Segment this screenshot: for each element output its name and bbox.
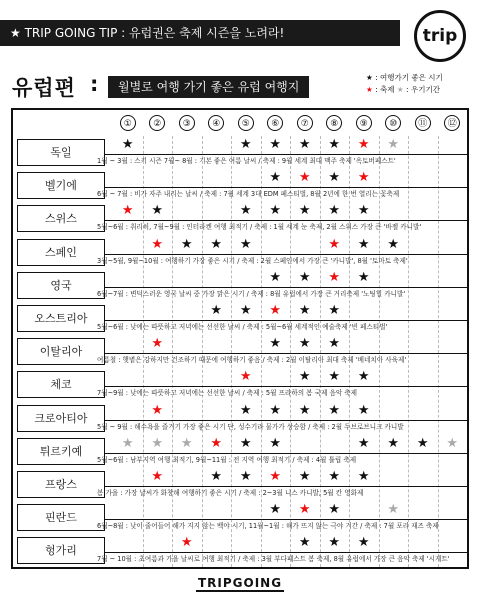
- red-star-icon: ★: [151, 402, 164, 418]
- black-star-icon: ★: [269, 402, 282, 418]
- country-description: 5월~6월 : 남부지역 여행 최적기, 9월~11월 : 전 지역 여행 최적기 / 축제 : 4월 튤립 축제: [97, 455, 357, 464]
- black-star-icon: ★: [387, 435, 400, 451]
- country-name: 프랑스: [17, 471, 105, 498]
- gray-star-icon: ★: [121, 435, 134, 451]
- black-star-icon: ★: [269, 170, 282, 186]
- black-star-icon: ★: [180, 236, 193, 252]
- country-description: 6월~8월 : 낮이 줄어들어 해가 지지 않는 백야 시기, 11월~1월 : 해가 뜨지 않는 극야 기간 / 축제 : 7월 포리 재즈 축제: [97, 522, 439, 531]
- country-description: 5월~6월 : 취리히, 7월~9월 : 인터라켄 여행 최적기 / 축제 : 1월 세계 눈 축제, 2월 스위스 가장 큰 '바젤 카니발': [97, 223, 422, 232]
- country-description: 6월~7월 : 변덕스러운 영국 날씨 중 가장 맑은 시기 / 축제 : 8월 유럽에서 가장 큰 거리축제 '노팅힐 카니발': [97, 289, 406, 298]
- month-stars: [113, 402, 467, 420]
- black-star-icon: ★: [239, 435, 252, 451]
- red-star-icon: ★: [269, 469, 282, 484]
- red-star-icon: ★: [357, 137, 370, 152]
- black-star-icon: ★: [210, 469, 223, 484]
- country-row: [13, 435, 467, 469]
- footer-logo: TRIPGOING: [197, 576, 283, 590]
- red-star-icon: ★: [366, 85, 373, 94]
- country-name: 튀르키예: [17, 438, 105, 465]
- black-star-icon: ★: [366, 73, 373, 82]
- black-star-icon: ★: [298, 369, 311, 385]
- country-description: 7월 ~ 10월 : 초여름과 가을 날씨로 여행 최적기 / 축제 : 3월 부다페스트 봄 축제, 8월 유럽에서 가장 큰 음악 축제 '시게트': [97, 555, 450, 564]
- country-name: 크로아티아: [17, 405, 105, 432]
- legend: [366, 72, 443, 96]
- black-star-icon: ★: [239, 137, 252, 152]
- top-banner: [0, 0, 480, 68]
- month-header-4: ④: [208, 115, 224, 131]
- month-stars: [113, 368, 467, 386]
- trip-logo: [414, 10, 466, 62]
- country-description: 3월~5월, 9월~10월 : 여행하기 가장 좋은 시기 / 축제 : 2월 스페인에서 가장 큰 '카니발', 8월 '토마토 축제': [97, 256, 408, 265]
- black-star-icon: ★: [298, 203, 311, 219]
- black-star-icon: ★: [357, 469, 370, 484]
- black-star-icon: ★: [269, 269, 282, 285]
- gray-star-icon: ★: [387, 137, 400, 152]
- month-header: [113, 113, 467, 137]
- black-star-icon: ★: [269, 502, 282, 518]
- country-row: [13, 501, 467, 535]
- country-description: 5월~6월 : 낮에는 따뜻하고 저녁에는 선선한 날씨 / 축제 : 5월~6월 세계적인 예술축제 '빈 페스티벌': [97, 323, 388, 331]
- month-stars: [113, 202, 467, 220]
- page-subtitle: 월별로 여행 가기 좋은 유럽 여행지: [108, 76, 309, 98]
- country-name: 독일: [17, 139, 105, 166]
- black-star-icon: ★: [328, 535, 341, 551]
- country-description: 7월~9월 : 낮에는 따뜻하고 저녁에는 선선한 날씨 / 축제 : 5월 프라하의 봄 국제 음악 축제: [97, 389, 358, 398]
- black-star-icon: ★: [387, 236, 400, 252]
- country-row: [13, 368, 467, 402]
- country-name: 이탈리아: [17, 338, 105, 365]
- month-stars: [113, 269, 467, 287]
- country-name: 헝가리: [17, 537, 105, 564]
- black-star-icon: ★: [210, 303, 223, 318]
- month-stars: [113, 501, 467, 519]
- month-stars: [113, 236, 467, 254]
- month-header-1: ①: [120, 115, 136, 131]
- black-star-icon: ★: [357, 535, 370, 551]
- country-name: 영국: [17, 272, 105, 299]
- black-star-icon: ★: [298, 137, 311, 152]
- country-row: [13, 136, 467, 170]
- month-header-5: ⑤: [238, 115, 254, 131]
- gray-star-icon: ★: [396, 85, 404, 94]
- country-row: [13, 335, 467, 369]
- gray-star-icon: ★: [180, 435, 193, 451]
- black-star-icon: ★: [328, 369, 341, 385]
- black-star-icon: ★: [328, 203, 341, 219]
- country-name: 벨기에: [17, 172, 105, 199]
- red-star-icon: ★: [239, 369, 252, 385]
- red-star-icon: ★: [151, 236, 164, 252]
- month-stars: [113, 335, 467, 353]
- month-stars: [113, 136, 467, 154]
- black-star-icon: ★: [357, 236, 370, 252]
- legend-item-black: ★ : 여행가기 좋은 시기: [366, 73, 443, 82]
- red-star-icon: ★: [151, 469, 164, 484]
- black-star-icon: ★: [239, 402, 252, 418]
- page-title: 유럽편: [12, 76, 76, 100]
- month-header-12: ⑫: [444, 115, 460, 131]
- country-row: [13, 402, 467, 436]
- black-star-icon: ★: [151, 203, 164, 219]
- month-stars: [113, 169, 467, 187]
- black-star-icon: ★: [328, 170, 341, 186]
- black-star-icon: ★: [298, 269, 311, 285]
- black-star-icon: ★: [269, 137, 282, 152]
- black-star-icon: ★: [298, 402, 311, 418]
- black-star-icon: ★: [121, 137, 134, 152]
- black-star-icon: ★: [239, 469, 252, 484]
- country-description: 봄·가을 : 가장 날씨가 화창해 여행하기 좋은 시기 / 축제 : 2~3월 니스 카니발, 5월 칸 영화제: [97, 489, 364, 497]
- red-star-icon: ★: [121, 203, 134, 219]
- black-star-icon: ★: [328, 336, 341, 352]
- tip-banner: ★ TRIP GOING TIP : 유럽권은 축제 시즌을 노려라!: [0, 20, 400, 46]
- country-row: [13, 534, 467, 568]
- red-star-icon: ★: [298, 502, 311, 518]
- black-star-icon: ★: [298, 469, 311, 484]
- red-star-icon: ★: [210, 435, 223, 451]
- month-stars: [113, 435, 467, 453]
- country-row: [13, 169, 467, 203]
- black-star-icon: ★: [269, 435, 282, 451]
- footer: [0, 572, 480, 600]
- country-row: [13, 236, 467, 270]
- black-star-icon: ★: [269, 336, 282, 352]
- country-description: 5월 ~ 9월 : 해수욕을 즐기기 가장 좋은 시기 단, 성수기라 물가가 상승함 / 축제 : 2월 두브로브니크 카니발: [97, 422, 404, 431]
- red-star-icon: ★: [180, 535, 193, 551]
- month-header-11: ⑪: [415, 115, 431, 131]
- country-row: [13, 468, 467, 502]
- month-stars: [113, 534, 467, 552]
- country-name: 스위스: [17, 205, 105, 232]
- red-star-icon: ★: [357, 170, 370, 186]
- black-star-icon: ★: [328, 469, 341, 484]
- black-star-icon: ★: [357, 203, 370, 219]
- black-star-icon: ★: [357, 269, 370, 285]
- travel-calendar-table: [11, 108, 469, 569]
- country-row: [13, 302, 467, 336]
- black-star-icon: ★: [298, 303, 311, 318]
- title-colon: :: [90, 72, 99, 96]
- legend-item-red-gray: ★ : 축제 ★ : 우기기간: [366, 85, 440, 94]
- red-star-icon: ★: [298, 170, 311, 186]
- black-star-icon: ★: [210, 236, 223, 252]
- month-header-3: ③: [179, 115, 195, 131]
- country-name: 핀란드: [17, 504, 105, 531]
- month-stars: [113, 468, 467, 486]
- gray-star-icon: ★: [446, 435, 459, 451]
- black-star-icon: ★: [269, 203, 282, 219]
- black-star-icon: ★: [328, 303, 341, 318]
- black-star-icon: ★: [328, 502, 341, 518]
- black-star-icon: ★: [298, 336, 311, 352]
- gray-star-icon: ★: [387, 502, 400, 518]
- month-stars: [113, 302, 467, 320]
- black-star-icon: ★: [357, 402, 370, 418]
- black-star-icon: ★: [357, 369, 370, 385]
- black-star-icon: ★: [239, 236, 252, 252]
- gray-star-icon: ★: [151, 435, 164, 451]
- logo-text: trip: [422, 26, 458, 46]
- red-star-icon: ★: [151, 336, 164, 352]
- country-name: 스페인: [17, 239, 105, 266]
- country-description: 6월 ~ 7월 : 비가 자주 내리는 날씨 / 축제 : 7월 세계 3대 EDM 페스티벌, 8월 2년에 한 번 열리는 꽃축제: [97, 190, 400, 199]
- red-star-icon: ★: [328, 269, 341, 285]
- month-header-10: ⑩: [385, 115, 401, 131]
- country-name: 체코: [17, 371, 105, 398]
- country-row: [13, 202, 467, 236]
- black-star-icon: ★: [328, 137, 341, 152]
- month-header-2: ②: [149, 115, 165, 131]
- month-header-7: ⑦: [297, 115, 313, 131]
- month-header-8: ⑧: [326, 115, 342, 131]
- red-star-icon: ★: [269, 303, 282, 318]
- black-star-icon: ★: [239, 203, 252, 219]
- country-name: 오스트리아: [17, 305, 105, 332]
- month-header-9: ⑨: [356, 115, 372, 131]
- black-star-icon: ★: [416, 435, 429, 451]
- red-star-icon: ★: [328, 236, 341, 252]
- black-star-icon: ★: [328, 402, 341, 418]
- country-row: [13, 269, 467, 303]
- country-description: 여름철 : 햇볕은 강하지만 건조하기 때문에 여행하기 좋음 / 축제 : 2월 이탈리아 최대 축제 '베네치아 사육제': [97, 356, 407, 365]
- black-star-icon: ★: [239, 303, 252, 318]
- month-header-6: ⑥: [267, 115, 283, 131]
- country-description: 1월 ~ 3월 : 스키 시즌 7월~ 8월 : 기본 좋은 여름 날씨 / 축제 : 9월 세계 최대 맥주 축제 '옥토버페스트': [97, 157, 396, 165]
- black-star-icon: ★: [357, 435, 370, 451]
- black-star-icon: ★: [298, 535, 311, 551]
